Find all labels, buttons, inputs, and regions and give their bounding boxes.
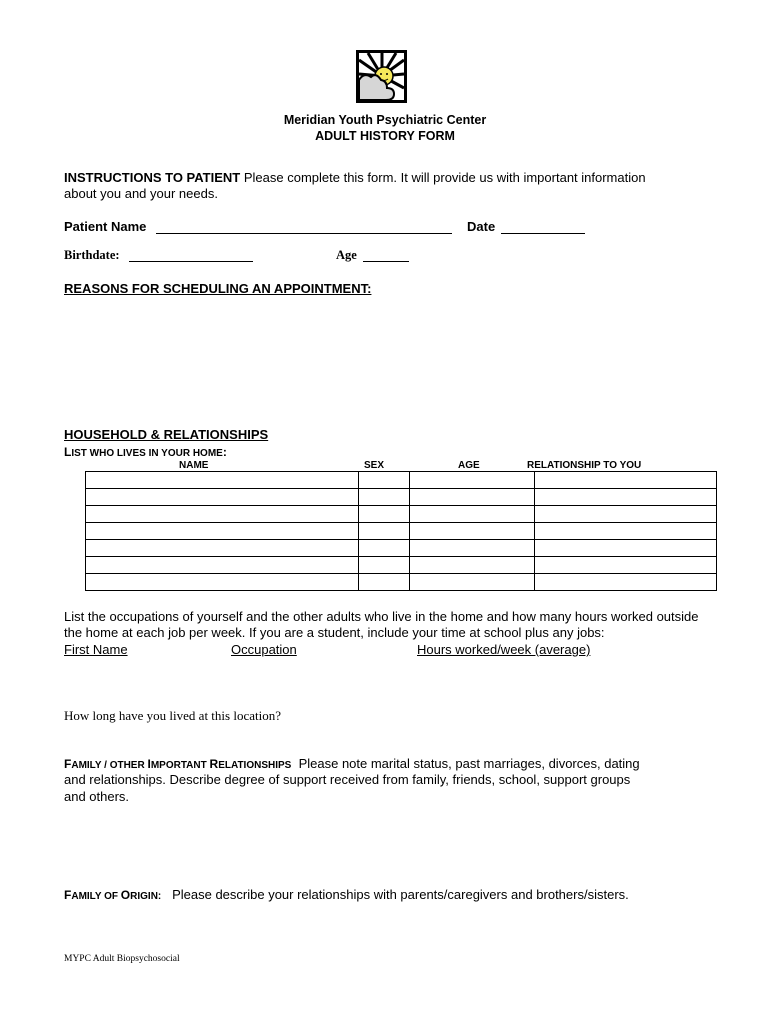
age-cell[interactable] (410, 523, 535, 540)
sex-cell[interactable] (359, 506, 410, 523)
col-hours: Hours worked/week (average) (417, 642, 591, 657)
name-cell[interactable] (86, 523, 359, 540)
table-row (86, 489, 717, 506)
center-name: Meridian Youth Psychiatric Center (283, 113, 487, 127)
instructions-text-2: about you and your needs. (64, 186, 218, 201)
date-field[interactable] (501, 221, 585, 234)
age-cell[interactable] (410, 574, 535, 591)
age-cell[interactable] (410, 472, 535, 489)
household-subheading: LIST WHO LIVES IN YOUR HOME: (64, 445, 227, 459)
center-logo-icon (356, 50, 407, 103)
name-cell[interactable] (86, 557, 359, 574)
sex-cell[interactable] (359, 557, 410, 574)
sex-cell[interactable] (359, 472, 410, 489)
form-title: ADULT HISTORY FORM (315, 129, 455, 143)
col-relationship: RELATIONSHIP TO YOU (527, 460, 642, 471)
table-row (86, 557, 717, 574)
relationship-cell[interactable] (535, 557, 717, 574)
sex-cell[interactable] (359, 489, 410, 506)
family-relationships-line2: and relationships. Describe degree of support received from family, friends, school, support groups (64, 772, 631, 787)
relationship-cell[interactable] (535, 506, 717, 523)
sex-cell[interactable] (359, 540, 410, 557)
age-label: Age (336, 248, 357, 262)
family-relationships-line3: and others. (64, 789, 130, 804)
instructions-text-1: Please complete this form. It will provide us with important information (243, 170, 646, 185)
household-heading: HOUSEHOLD & RELATIONSHIPS (64, 427, 269, 442)
table-row (86, 523, 717, 540)
name-cell[interactable] (86, 472, 359, 489)
table-row (86, 472, 717, 489)
col-occupation: Occupation (231, 642, 297, 657)
relationship-cell[interactable] (535, 472, 717, 489)
patient-name-label: Patient Name (64, 219, 147, 234)
relationship-cell[interactable] (535, 523, 717, 540)
date-label: Date (467, 219, 496, 234)
name-cell[interactable] (86, 506, 359, 523)
sex-cell[interactable] (359, 574, 410, 591)
reasons-heading: REASONS FOR SCHEDULING AN APPOINTMENT: (64, 281, 372, 296)
family-origin-line: FAMILY OF ORIGIN: Please describe your relationships with parents/caregivers and brothers/sisters. (64, 887, 629, 902)
relationship-cell[interactable] (535, 574, 717, 591)
relationship-cell[interactable] (535, 489, 717, 506)
sex-cell[interactable] (359, 523, 410, 540)
location-question: How long have you lived at this location? (64, 708, 281, 723)
col-first-name: First Name (64, 642, 128, 657)
table-row (86, 506, 717, 523)
footer-text: MYPC Adult Biopsychosocial (64, 954, 180, 964)
reasons-answer-area[interactable] (64, 300, 714, 420)
table-row (86, 574, 717, 591)
name-cell[interactable] (86, 540, 359, 557)
occupations-text-2: the home at each job per week. If you are a student, include your time at school plus any jobs: (64, 625, 605, 640)
relationship-cell[interactable] (535, 540, 717, 557)
col-sex: SEX (364, 460, 385, 471)
birthdate-field[interactable] (129, 249, 253, 262)
patient-name-field[interactable] (156, 221, 452, 234)
age-cell[interactable] (410, 540, 535, 557)
age-field[interactable] (363, 249, 409, 262)
family-origin-heading: FAMILY OF ORIGIN: (64, 888, 162, 902)
household-table (85, 471, 717, 591)
family-relationships-line1: FAMILY / OTHER IMPORTANT RELATIONSHIPS Please note marital status, past marriages, divorces, dating (64, 756, 640, 771)
occupations-text-1: List the occupations of yourself and the other adults who live in the home and how many hours worked outside (64, 609, 699, 624)
col-name: NAME (179, 460, 209, 471)
age-cell[interactable] (410, 557, 535, 574)
name-cell[interactable] (86, 489, 359, 506)
instructions-label: INSTRUCTIONS TO PATIENT (64, 170, 241, 185)
instructions (64, 170, 744, 186)
table-row (86, 540, 717, 557)
age-cell[interactable] (410, 489, 535, 506)
age-cell[interactable] (410, 506, 535, 523)
birthdate-label: Birthdate: (64, 248, 120, 262)
name-cell[interactable] (86, 574, 359, 591)
col-age: AGE (458, 460, 480, 471)
family-relationships-heading: FAMILY / OTHER IMPORTANT RELATIONSHIPS (64, 757, 292, 771)
